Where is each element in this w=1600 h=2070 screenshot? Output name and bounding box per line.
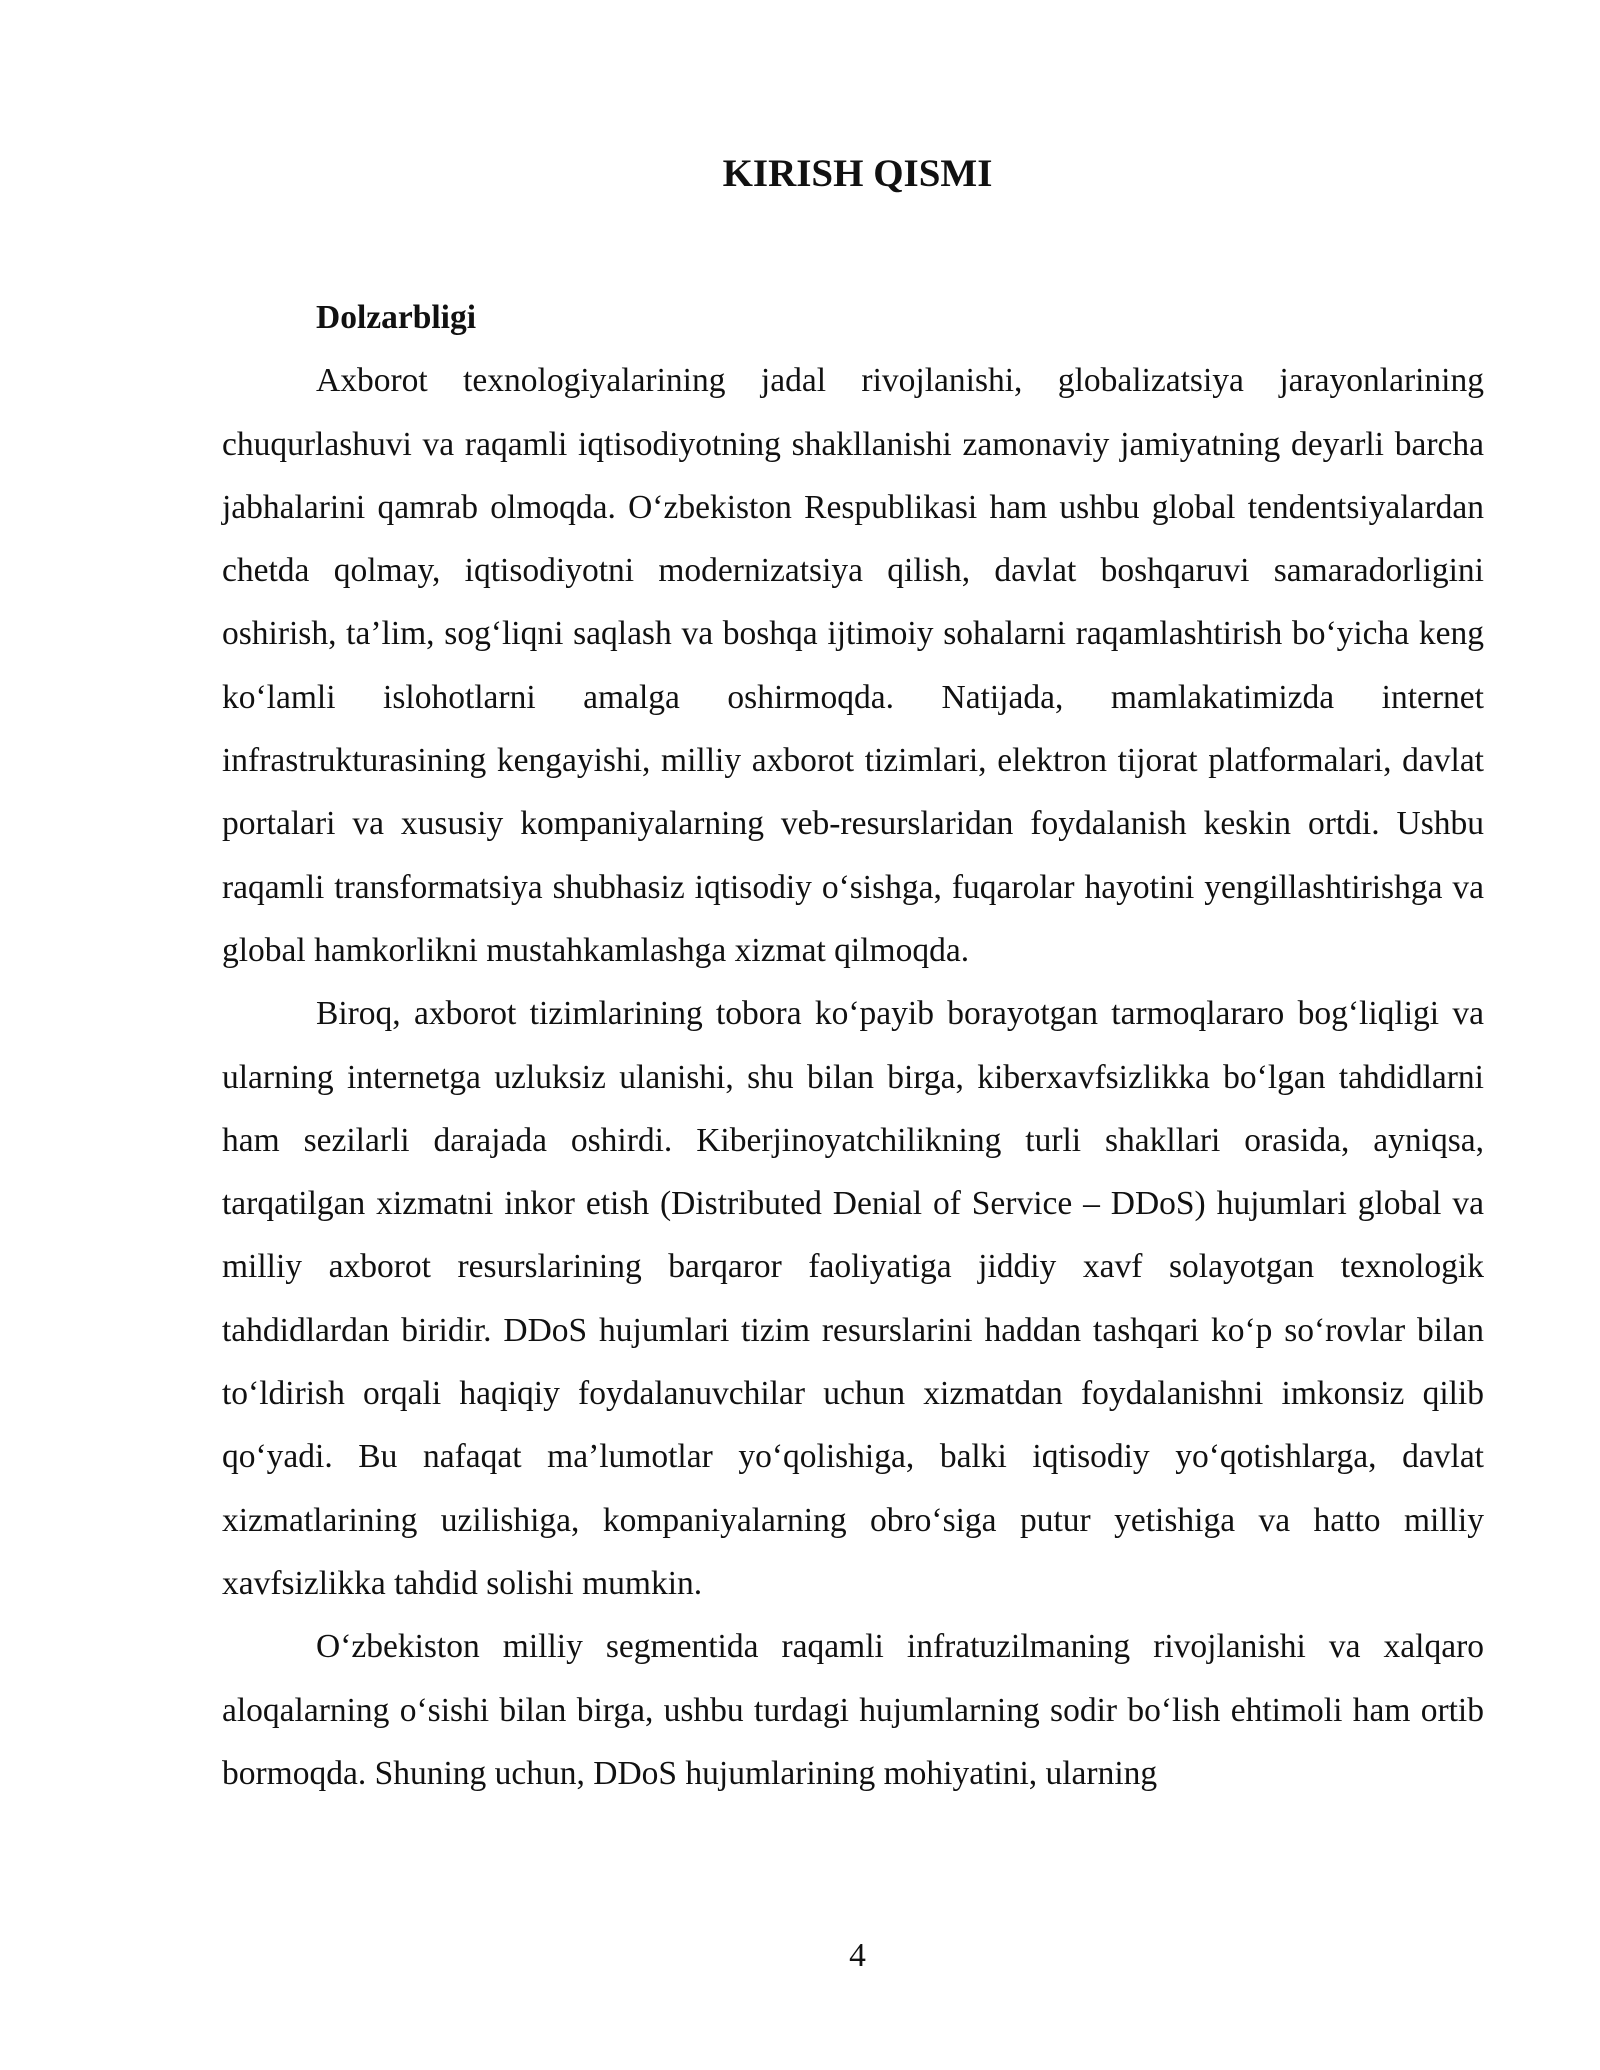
paragraph-3: O‘zbekiston milliy segmentida raqamli infratuzilmaning rivojlanishi va xalqaro aloqalarning o‘sishi bilan birga, ushbu turdagi hujumlarning sodir bo‘lish ehtimoli ham ortib bormoqda. Shuning uchun, DDoS hujumlarining mohiyatini, ularning <box>222 1628 1484 1792</box>
document-body <box>222 286 1484 1805</box>
paragraph-2: Biroq, axborot tizimlarining tobora ko‘payib borayotgan tarmoqlararo bog‘liqligi va ularning internetga uzluksiz ulanishi, shu bilan birga, kiberxavfsizlikka bo‘lgan tahdidlarni ham sezilarli darajada oshirdi. Kiberjinoyatchilikning turli shakllari orasida, ayniqsa, tarqatilgan xizmatni inkor etish (Distributed Denial of Service – DDoS) hujumlari global va milliy axborot resurslarining barqaror faoliyatiga jiddiy xavf solayotgan texnologik tahdidlardan biridir. DDoS hujumlari tizim resurslarini haddan tashqari ko‘p so‘rovlar bilan to‘ldirish orqali haqiqiy foydalanuvchilar uchun xizmatdan foydalanishni imkonsiz qilib qo‘yadi. Bu nafaqat ma’lumotlar yo‘qolishiga, balki iqtisodiy yo‘qotishlarga, davlat xizmatlarining uzilishiga, kompaniyalarning obro‘siga putur yetishiga va hatto milliy xavfsizlikka tahdid solishi mumkin. <box>222 995 1484 1602</box>
page-number: 4 <box>849 1937 866 1974</box>
page-title: KIRISH QISMI <box>722 152 993 195</box>
section-heading: Dolzarbligi <box>316 299 477 336</box>
paragraph-1: Axborot texnologiyalarining jadal rivojlanishi, globalizatsiya jarayonlarining chuqurlashuvi va raqamli iqtisodiyotning shakllanishi zamonaviy jamiyatning deyarli barcha jabhalarini qamrab olmoqda. O‘zbekiston Respublikasi ham ushbu global tendentsiyalardan chetda qolmay, iqtisodiyotni modernizatsiya qilish, davlat boshqaruvi samaradorligini oshirish, ta’lim, sog‘liqni saqlash va boshqa ijtimoiy sohalarni raqamlashtirish bo‘yicha keng ko‘lamli islohotlarni amalga oshirmoqda. Natijada, mamlakatimizda internet infrastrukturasining kengayishi, milliy axborot tizimlari, elektron tijorat platformalari, davlat portalari va xususiy kompaniyalarning veb-resurslaridan foydalanish keskin ortdi. Ushbu raqamli transformatsiya shubhasiz iqtisodiy o‘sishga, fuqarolar hayotini yengillashtirishga va global hamkorlikni mustahkamlashga xizmat qilmoqda. <box>222 362 1484 969</box>
